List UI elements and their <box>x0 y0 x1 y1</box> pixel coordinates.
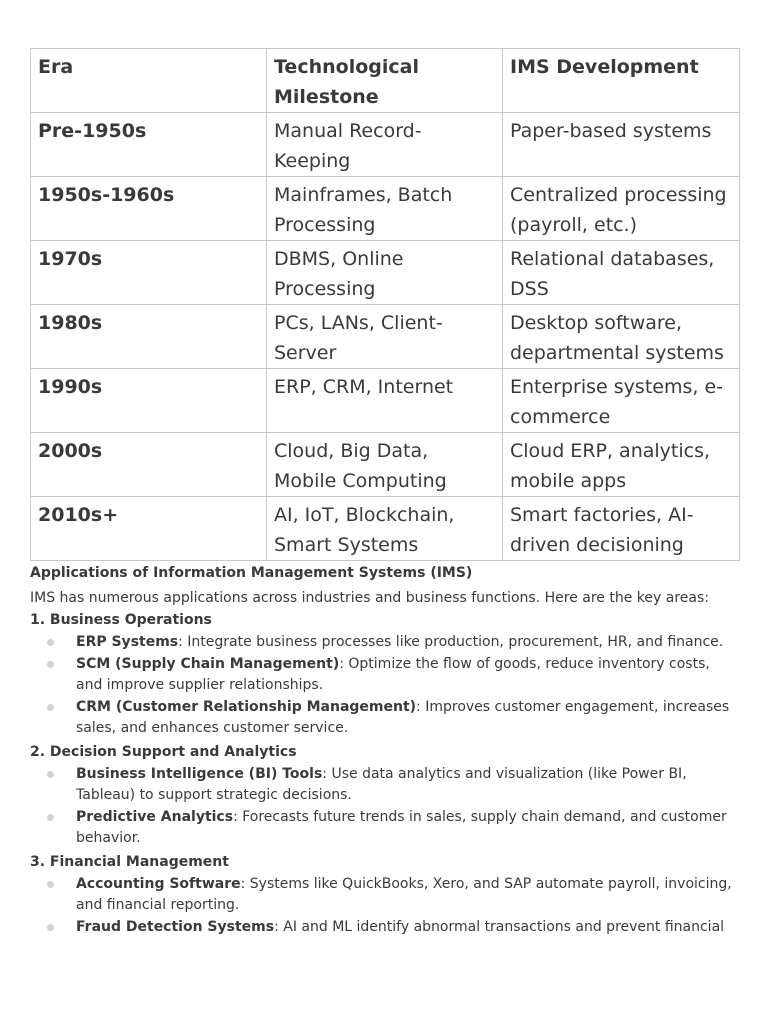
section-title: Applications of Information Management Systems (IMS) <box>30 565 473 581</box>
table-row <box>31 433 740 497</box>
table-row <box>31 113 740 177</box>
milestone-cell: Mainframes, Batch Processing <box>267 177 503 241</box>
table-row <box>31 305 740 369</box>
era-cell: 1970s <box>31 241 267 305</box>
milestone-cell: Manual Record-Keeping <box>267 113 503 177</box>
ims-development-cell: Centralized processing (payroll, etc.) <box>503 177 740 241</box>
ims-development-cell: Paper-based systems <box>503 113 740 177</box>
list-item-description: : Optimize the flow of goods, reduce inventory costs, and improve supplier relationships. <box>76 655 710 693</box>
bullet-dot-icon <box>47 661 54 668</box>
list-item-term: SCM (Supply Chain Management) <box>76 655 340 672</box>
list-item <box>30 764 740 807</box>
milestone-cell: Cloud, Big Data, Mobile Computing <box>267 433 503 497</box>
list-item-description: : AI and ML identify abnormal transactions and prevent financial <box>274 918 725 935</box>
era-cell: 2010s+ <box>31 497 267 561</box>
list-item-term: Fraud Detection Systems <box>76 918 275 935</box>
era-cell: 1990s <box>31 369 267 433</box>
list-item-description: : Use data analytics and visualization (like Power BI, Tableau) to support strategic decisions. <box>76 765 687 803</box>
list-item <box>30 654 740 697</box>
header-ims-development: IMS Development <box>503 49 740 113</box>
list-item-term: ERP Systems <box>76 634 179 650</box>
era-cell: 1950s-1960s <box>31 177 267 241</box>
ims-development-cell: Cloud ERP, analytics, mobile apps <box>503 433 740 497</box>
document-page <box>30 48 740 938</box>
list-item <box>30 807 740 850</box>
ims-development-cell: Enterprise systems, e-commerce <box>503 369 740 433</box>
list-item-description: : Systems like QuickBooks, Xero, and SAP automate payroll, invoicing, and financial reporting. <box>76 875 732 913</box>
era-milestone-table <box>30 48 740 561</box>
list-item-description: : Integrate business processes like production, procurement, HR, and finance. <box>178 634 724 650</box>
bullet-list <box>30 764 740 850</box>
era-cell: Pre-1950s <box>31 113 267 177</box>
ims-development-cell: Relational databases, DSS <box>503 241 740 305</box>
bullet-dot-icon <box>47 924 54 931</box>
bullet-dot-icon <box>47 704 54 711</box>
list-item-term: CRM (Customer Relationship Management) <box>76 698 417 715</box>
subsection-heading: 1. Business Operations <box>30 612 212 628</box>
table-row <box>31 497 740 561</box>
ims-development-cell: Smart factories, AI-driven decisioning <box>503 497 740 561</box>
header-era: Era <box>31 49 267 113</box>
bullet-dot-icon <box>47 771 54 778</box>
list-item <box>30 697 740 740</box>
bullet-list <box>30 632 740 740</box>
milestone-cell: ERP, CRM, Internet <box>267 369 503 433</box>
list-item-term: Business Intelligence (BI) Tools <box>76 765 323 782</box>
subsections <box>30 610 740 938</box>
list-item <box>30 874 740 917</box>
table-row <box>31 241 740 305</box>
list-item-term: Accounting Software <box>76 875 241 892</box>
list-item-description: : Forecasts future trends in sales, supply chain demand, and customer behavior. <box>76 808 727 846</box>
subsection-heading: 2. Decision Support and Analytics <box>30 743 297 760</box>
milestone-cell: AI, IoT, Blockchain, Smart Systems <box>267 497 503 561</box>
header-technological-milestone: Technological Milestone <box>267 49 503 113</box>
table-row <box>31 177 740 241</box>
section-intro: IMS has numerous applications across industries and business functions. Here are the key areas: <box>30 590 709 606</box>
milestone-cell: DBMS, Online Processing <box>267 241 503 305</box>
list-item <box>30 632 740 654</box>
bullet-list <box>30 874 740 939</box>
bullet-dot-icon <box>47 639 54 646</box>
ims-development-cell: Desktop software, departmental systems <box>503 305 740 369</box>
era-cell: 1980s <box>31 305 267 369</box>
list-item-description: : Improves customer engagement, increases sales, and enhances customer service. <box>76 698 730 736</box>
subsection-heading: 3. Financial Management <box>30 853 229 870</box>
list-item <box>30 917 740 939</box>
bullet-dot-icon <box>47 881 54 888</box>
era-cell: 2000s <box>31 433 267 497</box>
table-row <box>31 369 740 433</box>
bullet-dot-icon <box>47 814 54 821</box>
milestone-cell: PCs, LANs, Client-Server <box>267 305 503 369</box>
table-header-row <box>31 49 740 113</box>
list-item-term: Predictive Analytics <box>76 808 234 825</box>
